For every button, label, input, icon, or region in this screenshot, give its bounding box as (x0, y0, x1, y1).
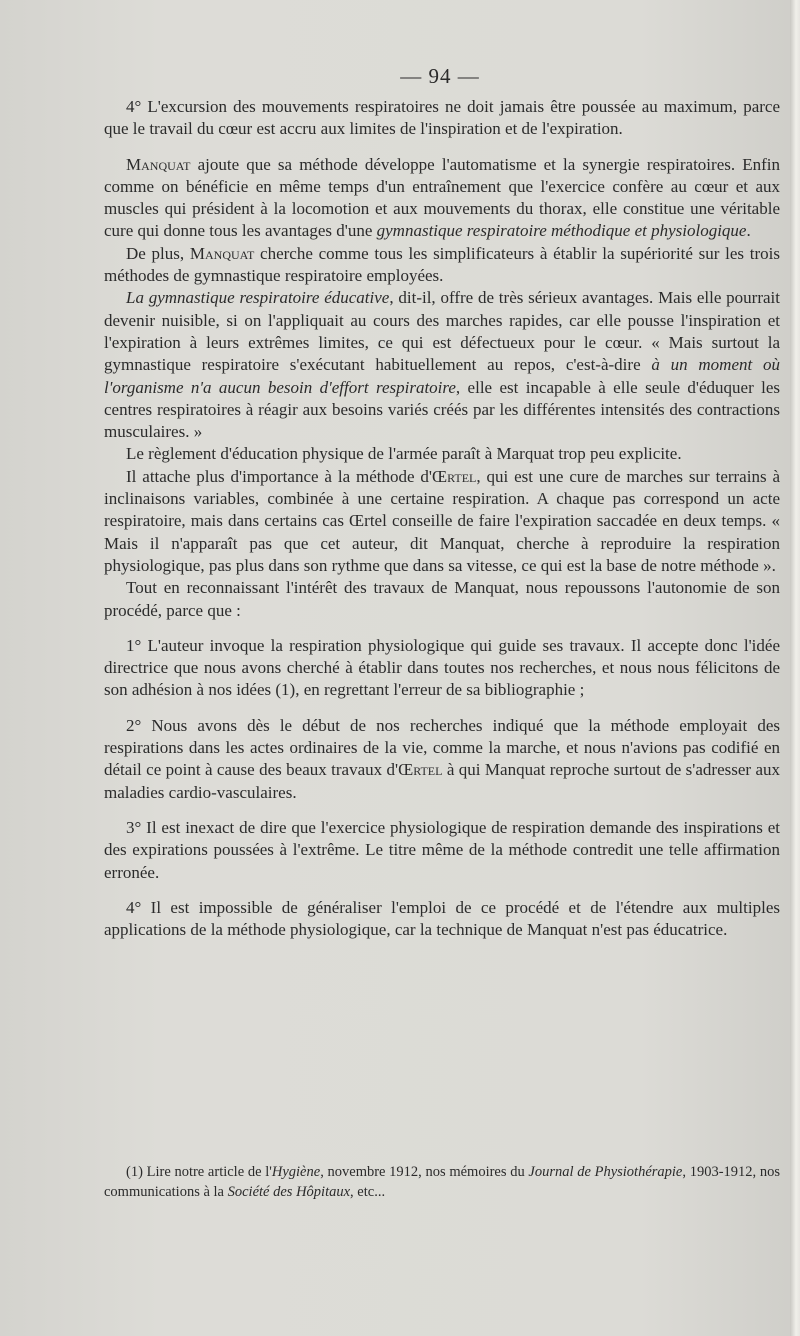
paragraph: La gymnastique respiratoire éducative, dit-il, offre de très sérieux avantages. Mais elle pourrait devenir nuisible, si on l'appliquait au cours des marches rapides, car elle pousse l'inspiration et l'expiration à leurs extrêmes limites, ce qui est défectueux pour le cœur. « Mais surtout la gymnastique respiratoire s'exécutant habituellement au repos, c'est-à-dire à un moment où l'organisme n'a aucun besoin d'effort respiratoire, elle est incapable à elle seule d'éduquer les centres respiratoires à réagir aux besoins variés créés par les différentes intensités des contractions musculaires. » (104, 288, 780, 442)
footnote (104, 1162, 780, 1202)
page-number: — 94 — (400, 64, 480, 88)
emphasis: à un moment où l'organisme n'a aucun besoin d'effort respiratoire (104, 355, 780, 397)
paragraph: De plus, Manquat cherche comme tous les simplificateurs à établir la supériorité sur les trois méthodes de gymnastique respiratoire employées. (104, 243, 780, 286)
paragraph: 4° L'excursion des mouvements respiratoires ne doit jamais être poussée au maximum, parce que le travail du cœur est accru aux limites de l'inspiration et de l'expiration. (104, 97, 780, 139)
paragraph: Manquat ajoute que sa méthode développe l'automatisme et la synergie respiratoires. Enfin comme on bénéficie en même temps d'un entraînement que l'exercice confère au cœur et aux muscles qui président à la locomotion et aux mouvements du thorax, elle constitue une véritable cure qui donne tous les avantages d'une gymnastique respiratoire méthodique et physiologique. (104, 154, 780, 241)
body-text (104, 96, 780, 941)
paragraph: 2° Nous avons dès le début de nos recherches indiqué que la méthode employait des respirations dans les actes ordinaires de la vie, comme la marche, et nous n'avions pas codifié en détail ce point à cause des beaux travaux d'Œrtel à qui Manquat reproche surtout de s'adresser aux maladies cardio-vasculaires. (104, 715, 780, 802)
paragraph: 3° Il est inexact de dire que l'exercice physiologique de respiration demande des inspirations et des expirations poussées à l'extrême. Le titre même de la méthode contredit une telle affirmation erronée. (104, 817, 780, 882)
author-name: Manquat (189, 243, 255, 263)
paragraph: 1° L'auteur invoque la respiration physiologique qui guide ses travaux. Il accepte donc l'idée directrice que nous avons cherché à établir dans toutes nos recherches, et nous nous félicitons de son adhésion à nos idées (1), en regrettant l'erreur de sa bibliographie ; (104, 635, 780, 700)
emphasis: gymnastique respiratoire méthodique et physiologique (376, 221, 747, 241)
author-name: Œrtel (432, 466, 477, 486)
footnote-text: (1) Lire notre article de l'Hygiène, novembre 1912, nos mémoires du Journal de Physiothérapie, 1903-1912, nos communications à la Société des Hôpitaux, etc... (104, 1164, 780, 1200)
author-name: Œrtel (398, 760, 443, 780)
emphasis: La gymnastique respiratoire éducative (126, 288, 390, 308)
paragraph: Tout en reconnaissant l'intérêt des travaux de Manquat, nous repoussons l'autonomie de son procédé, parce que : (104, 578, 780, 620)
author-name: Manquat (126, 154, 191, 174)
paragraph: 4° Il est impossible de généraliser l'emploi de ce procédé et de l'étendre aux multiples applications de la méthode physiologique, car la technique de Manquat n'est pas éducatrice. (104, 897, 780, 940)
paragraph: Le règlement d'éducation physique de l'armée paraît à Marquat trop peu explicite. (126, 444, 682, 464)
paragraph: Il attache plus d'importance à la méthode d'Œrtel, qui est une cure de marches sur terrains à inclinaisons variables, combinée à une certaine respiration. A chaque pas correspond un acte respiratoire, mais dans certains cas Œrtel conseille de faire l'expiration saccadée en deux temps. « Mais il n'apparaît pas que cet auteur, dit Manquat, cherche à reproduire la respiration physiologique, pas plus dans son rythme que dans sa vitesse, ce qui est la base de notre méthode ». (104, 466, 780, 575)
page-edge (790, 0, 800, 1336)
